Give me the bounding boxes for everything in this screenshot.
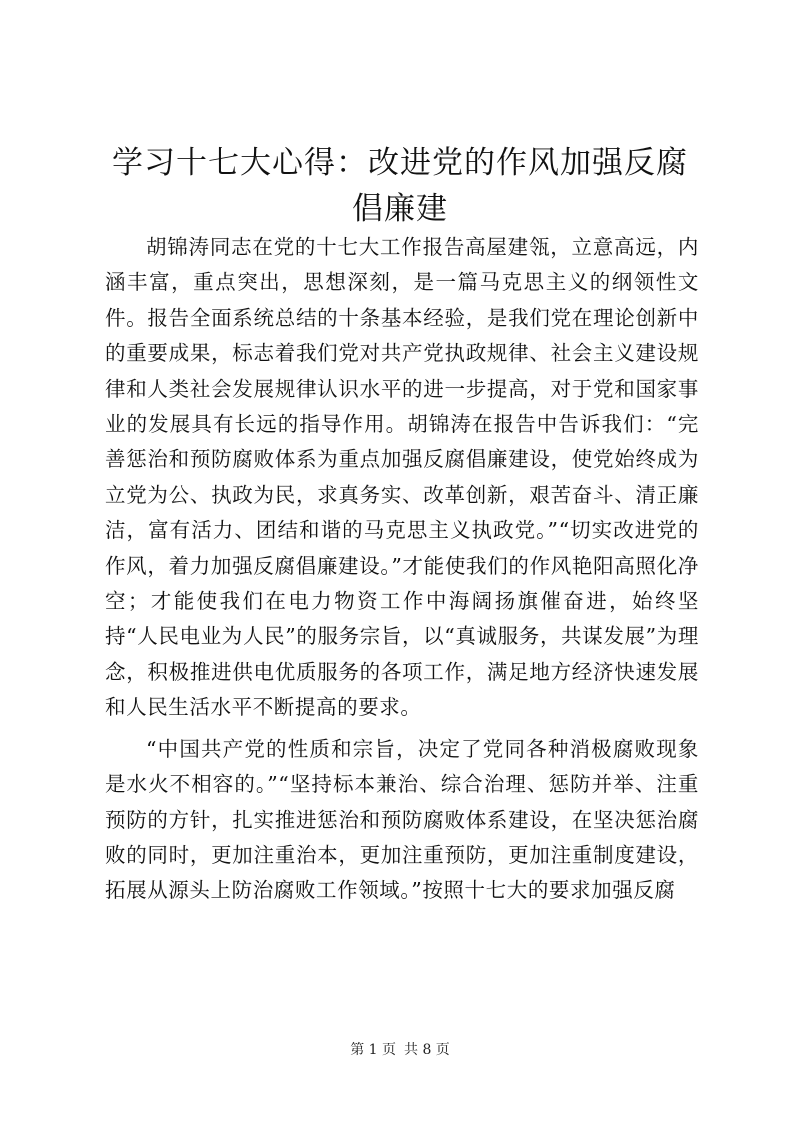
document-body bbox=[105, 230, 699, 915]
document-title: 学习十七大心得：改进党的作风加强反腐倡廉建 bbox=[112, 145, 688, 227]
paragraph-1: 胡锦涛同志在党的十七大工作报告高屋建瓴，立意高远，内涵丰富，重点突出，思想深刻，是一篇马克思主义的纲领性文件。报告全面系统总结的十条基本经验，是我们党在理论创新中的重要成果，标志着我们党对共产党执政规律、社会主义建设规律和人类社会发展规律认识水平的进一步提高，对于党和国家事业的发展具有长远的指导作用。胡锦涛在报告中告诉我们：“完善惩治和预防腐败体系为重点加强反腐倡廉建设，使党始终成为立党为公、执政为民，求真务实、改革创新，艰苦奋斗、清正廉洁，富有活力、团结和谐的马克思主义执政党。”“切实改进党的作风，着力加强反腐倡廉建设。”才能使我们的作风艳阳高照化净空；才能使我们在电力物资工作中海阔扬旗催奋进，始终坚持“人民电业为人民”的服务宗旨，以“真诚服务，共谋发展”为理念，积极推进供电优质服务的各项工作，满足地方经济快速发展和人民生活水平不断提高的要求。 bbox=[105, 235, 699, 720]
page-total: 共 8 页 bbox=[404, 1042, 450, 1058]
page-number: 第 1 页 bbox=[350, 1042, 396, 1058]
paragraph-2: “中国共产党的性质和宗旨，决定了党同各种消极腐败现象是水火不相容的。”“坚持标本兼治、综合治理、惩防并举、注重预防的方针，扎实推进惩治和预防腐败体系建设，在坚决惩治腐败的同时，更加注重治本，更加注重预防，更加注重制度建设，拓展从源头上防治腐败工作领域。”按照十七大的要求加强反腐 bbox=[105, 736, 699, 903]
page-footer bbox=[0, 1040, 800, 1060]
